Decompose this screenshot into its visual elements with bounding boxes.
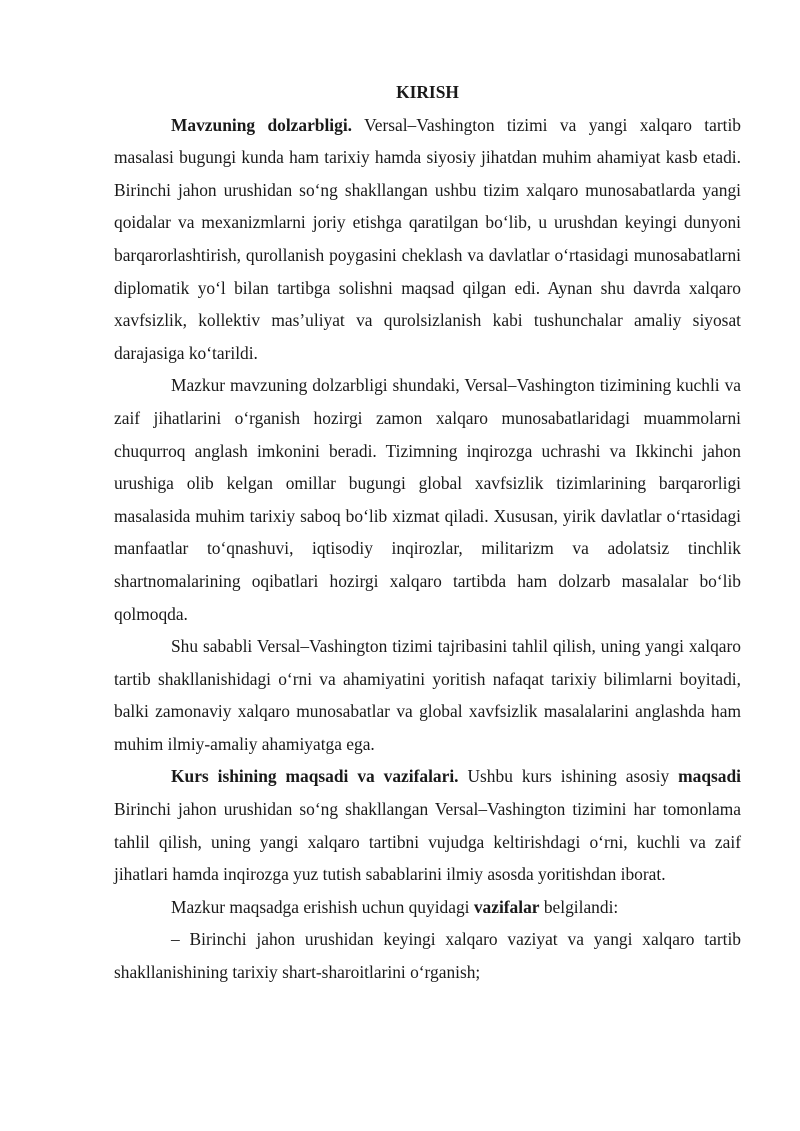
task-list-item: – Birinchi jahon urushidan keyingi xalqaro vaziyat va yangi xalqaro tartib shakllanishining tarixiy shart-sharoitlarini o‘rganish; <box>114 929 741 983</box>
paragraph-text: Ushbu kurs ishining asosiy <box>458 766 679 787</box>
paragraph-goals <box>114 760 741 890</box>
document-page <box>114 76 741 989</box>
paragraph-text: Mazkur maqsadga erishish uchun quyidagi <box>171 896 474 917</box>
paragraph-relevance-details: Mazkur mavzuning dolzarbligi shundaki, Versal–Vashington tizimining kuchli va zaif jihatlarini o‘rganish hozirgi zamon xalqaro munosabatlaridagi muammolarni chuqurroq anglash imkonini beradi. Tizimning inqirozga uchrashi va Ikkinchi jahon urushiga olib kelgan omillar bugungi global xavfsizlik tizimlarining barqarorligi masalasida muhim tarixiy saboq bo‘lib xizmat qiladi. Xususan, yirik davlatlar o‘rtasidagi manfaatlar to‘qnashuvi, iqtisodiy inqirozlar, militarizm va adolatsiz tinchlik shartnomalarining oqibatlari hozirgi xalqaro tartibda ham dolzarb masalalar bo‘lib qolmoqda. <box>114 375 741 624</box>
bold-term: vazifalar <box>473 896 540 917</box>
paragraph-text: belgilandi: <box>539 896 619 917</box>
bold-term: maqsadi <box>678 766 741 787</box>
paragraph-significance: Shu sababli Versal–Vashington tizimi tajribasini tahlil qilish, uning yangi xalqaro tartib shakllanishidagi o‘rni va ahamiyatini yoritish nafaqat tarixiy bilimlarni boyitadi, balki zamonaviy xalqaro munosabatlar va global xavfsizlik masalalarini anglashda ham muhim ilmiy-amaliy ahamiyatga ega. <box>114 636 741 754</box>
paragraph-text: Versal–Vashington tizimi va yangi xalqaro tartib masalasi bugungi kunda ham tarixiy hamda siyosiy jihatdan muhim ahamiyat kasb etadi. Birinchi jahon urushidan so‘ng shakllangan ushbu tizim xalqaro munosabatlarda yangi qoidalar va mexanizmlarni joriy etishga qaratilgan bo‘lib, u urushdan keyingi dunyoni barqarorlashtirish, qurollanish poygasini cheklash va davlatlar o‘rtasidagi munosabatlarni diplomatik yo‘l bilan tartibga solishni maqsad qilgan edi. Aynan shu davrda xalqaro xavfsizlik, kollektiv mas’uliyat va qurolsizlanish kabi tushunchalar amaliy siyosat darajasiga ko‘tarildi. <box>114 114 741 363</box>
page-title: KIRISH <box>396 82 459 102</box>
paragraph-text: Birinchi jahon urushidan so‘ng shakllangan Versal–Vashington tizimini har tomonlama tahlil qilish, uning yangi xalqaro tartibni vujudga keltirishdagi o‘rni, kuchli va zaif jihatlari hamda inqirozga yuz tutish sabablarini ilmiy asosda yoritishdan iborat. <box>114 799 741 885</box>
paragraph-tasks-intro <box>114 891 741 924</box>
paragraph-heading: Mavzuning dolzarbligi. <box>171 114 353 135</box>
paragraph-heading: Kurs ishining maqsadi va vazifalari. <box>171 766 459 787</box>
paragraph-relevance <box>114 109 741 370</box>
